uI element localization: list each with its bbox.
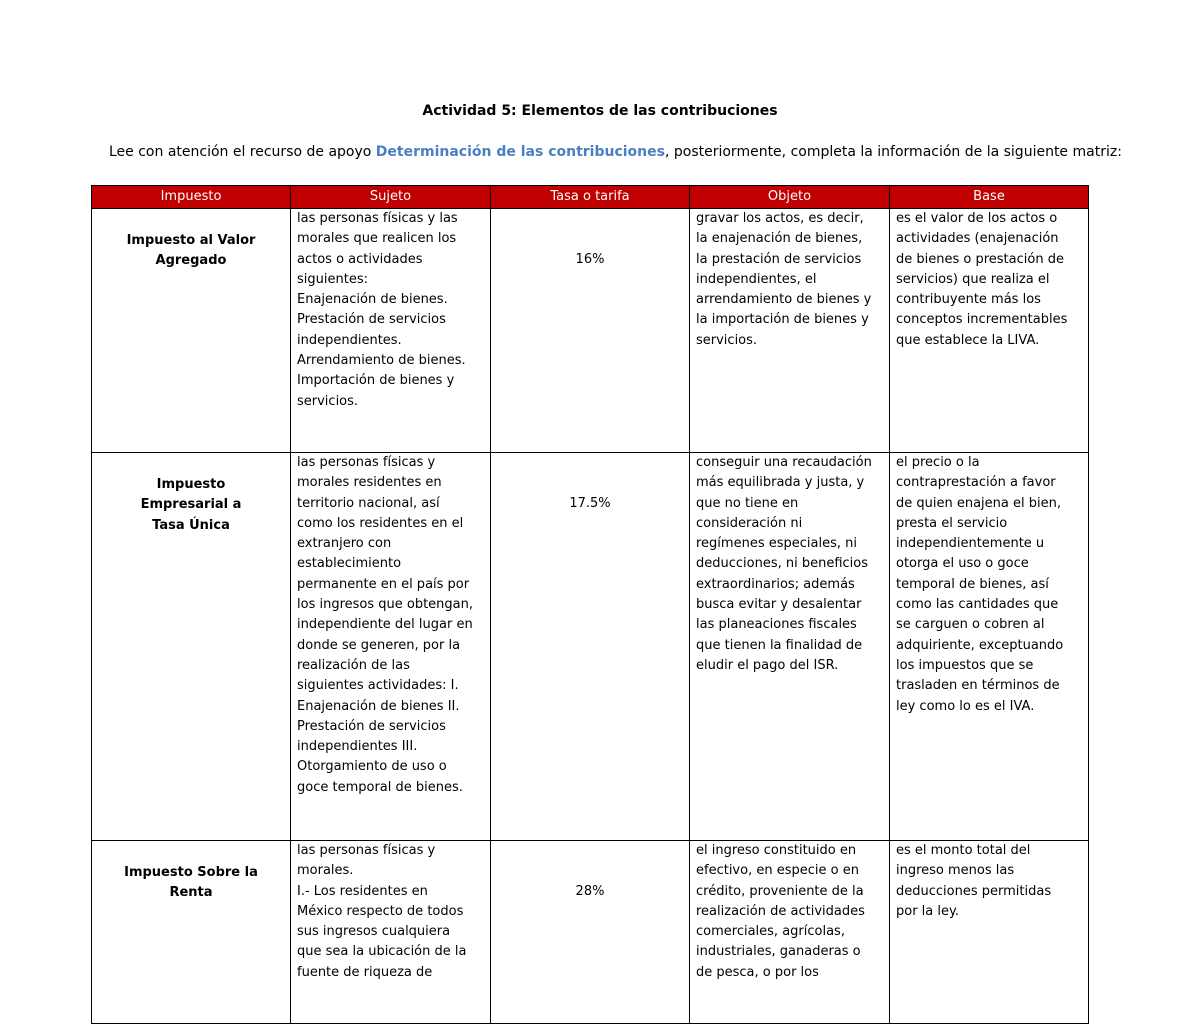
cell-line: consideración ni: [696, 515, 803, 531]
intro-text-before: Lee con atención el recurso de apoyo: [109, 144, 376, 160]
matrix-header-row: [92, 186, 1089, 209]
cell-line: las personas físicas y las: [297, 211, 458, 226]
cell-line: actos o actividades: [297, 251, 423, 267]
cell-line: deducciones permitidas: [896, 883, 1052, 899]
tax-name-line: Impuesto: [156, 477, 226, 492]
cell-base: [890, 841, 1089, 1024]
cell-line: fuente de riqueza de: [297, 964, 433, 980]
cell-line: busca evitar y desalentar: [696, 597, 862, 613]
cell-line: goce temporal de bienes.: [297, 779, 463, 795]
cell-tasa: 17.5%: [491, 453, 690, 841]
cell-line: es el valor de los actos o: [896, 211, 1058, 226]
cell-line: adquiriente, exceptuando: [896, 637, 1064, 653]
cell-line: extranjero con: [297, 536, 392, 552]
cell-line: más equilibrada y justa, y: [696, 475, 865, 491]
intro-text-after: , posteriormente, completa la información de la siguiente matriz:: [664, 144, 1122, 160]
header-base: Base: [890, 186, 1089, 209]
page-title: Actividad 5: Elementos de las contribuciones: [422, 103, 778, 119]
cell-line: trasladen en términos de: [896, 678, 1060, 694]
cell-line: de bienes o prestación de: [896, 251, 1064, 267]
header-tasa: Tasa o tarifa: [491, 186, 690, 209]
cell-line: permanente en el país por: [297, 576, 470, 592]
tax-name-line: Impuesto al Valor: [126, 233, 256, 248]
cell-line: servicios.: [696, 332, 758, 348]
cell-line: Enajenación de bienes II.: [297, 698, 460, 714]
cell-line: servicios) que realiza el: [896, 271, 1050, 287]
tax-name-line: Agregado: [155, 253, 227, 269]
cell-tasa: 28%: [491, 841, 690, 1024]
cell-tasa: 16%: [491, 209, 690, 453]
cell-line: de pesca, o por los: [696, 964, 819, 980]
cell-base: [890, 209, 1089, 453]
cell-line: México respecto de todos: [297, 903, 464, 919]
cell-base: [890, 453, 1089, 841]
cell-line: como los residentes en el: [297, 515, 464, 531]
tax-name-line: Impuesto Sobre la: [124, 865, 258, 880]
table-row-isr: [92, 841, 1089, 1024]
cell-line: comerciales, agrícolas,: [696, 924, 845, 940]
cell-line: independiente del lugar en: [297, 617, 473, 633]
cell-line: efectivo, en especie o en: [696, 863, 859, 879]
cell-line: regímenes especiales, ni: [696, 536, 857, 552]
tax-name-line: Empresarial a: [140, 497, 242, 513]
cell-line: que no tiene en: [696, 495, 799, 511]
cell-line: de quien enajena el bien,: [896, 495, 1061, 511]
cell-line: es el monto total del: [896, 843, 1031, 858]
cell-line: arrendamiento de bienes y: [696, 292, 872, 308]
cell-line: sus ingresos cualquiera: [297, 924, 451, 940]
cell-line: Arrendamiento de bienes.: [297, 353, 466, 369]
cell-line: Enajenación de bienes.: [297, 292, 448, 308]
resource-link[interactable]: Determinación de las contribuciones: [375, 144, 665, 160]
cell-line: siguientes actividades: I.: [297, 678, 459, 694]
cell-line: morales que realicen los: [297, 231, 457, 247]
cell-line: industriales, ganaderas o: [696, 944, 861, 960]
cell-line: el precio o la: [896, 455, 980, 470]
cell-impuesto: [92, 453, 291, 841]
cell-line: Importación de bienes y: [297, 373, 455, 389]
cell-line: contribuyente más los: [896, 292, 1041, 308]
cell-line: territorio nacional, así: [297, 495, 440, 511]
table-row-iva: [92, 209, 1089, 453]
cell-line: por la ley.: [896, 903, 959, 919]
cell-line: actividades (enajenación: [896, 231, 1059, 247]
cell-line: las personas físicas y: [297, 843, 436, 858]
cell-impuesto: [92, 841, 291, 1024]
cell-line: las planeaciones fiscales: [696, 617, 857, 633]
cell-line: Prestación de servicios: [297, 718, 446, 734]
cell-line: contraprestación a favor: [896, 475, 1056, 491]
cell-line: gravar los actos, es decir,: [696, 211, 864, 226]
cell-sujeto: [291, 453, 491, 841]
cell-line: morales.: [297, 863, 354, 879]
cell-line: crédito, proveniente de la: [696, 883, 864, 899]
cell-line: establecimiento: [297, 556, 402, 572]
cell-line: conceptos incrementables: [896, 312, 1068, 328]
cell-line: la prestación de servicios: [696, 251, 862, 267]
cell-line: siguientes:: [297, 271, 368, 287]
cell-line: I.- Los residentes en: [297, 883, 428, 899]
header-sujeto: Sujeto: [291, 186, 491, 209]
cell-line: servicios.: [297, 393, 359, 409]
cell-line: independientes, el: [696, 271, 817, 287]
cell-line: las personas físicas y: [297, 455, 436, 470]
cell-objeto: [690, 453, 890, 841]
header-impuesto: Impuesto: [92, 186, 291, 209]
cell-line: la importación de bienes y: [696, 312, 869, 328]
cell-line: temporal de bienes, así: [896, 576, 1049, 592]
cell-line: realización de actividades: [696, 903, 865, 919]
cell-objeto: [690, 841, 890, 1024]
cell-line: los impuestos que se: [896, 657, 1034, 673]
cell-line: conseguir una recaudación: [696, 455, 872, 470]
cell-line: Prestación de servicios: [297, 312, 446, 328]
cell-line: la enajenación de bienes,: [696, 231, 863, 247]
cell-line: se carguen o cobren al: [896, 617, 1045, 633]
cell-line: realización de las: [297, 657, 410, 673]
cell-impuesto: [92, 209, 291, 453]
cell-line: deducciones, ni beneficios: [696, 556, 869, 572]
cell-sujeto: [291, 841, 491, 1024]
cell-line: los ingresos que obtengan,: [297, 597, 474, 613]
cell-line: como las cantidades que: [896, 597, 1059, 613]
cell-line: que tienen la finalidad de: [696, 637, 863, 653]
cell-line: el ingreso constituido en: [696, 843, 857, 858]
intro-paragraph: [109, 142, 1122, 162]
cell-line: que sea la ubicación de la: [297, 944, 467, 960]
cell-line: presta el servicio: [896, 515, 1008, 531]
tax-name-line: Tasa Única: [152, 517, 230, 533]
cell-line: eludir el pago del ISR.: [696, 657, 839, 673]
cell-line: independientes III.: [297, 739, 418, 755]
cell-line: que establece la LIVA.: [896, 332, 1040, 348]
cell-objeto: [690, 209, 890, 453]
tax-name-line: Renta: [169, 885, 213, 901]
table-row-ietu: [92, 453, 1089, 841]
cell-line: Otorgamiento de uso o: [297, 759, 447, 775]
cell-line: morales residentes en: [297, 475, 442, 491]
header-objeto: Objeto: [690, 186, 890, 209]
cell-line: ley como lo es el IVA.: [896, 698, 1035, 714]
cell-line: extraordinarios; además: [696, 576, 855, 592]
cell-line: otorga el uso o goce: [896, 556, 1029, 572]
cell-line: independientemente u: [896, 536, 1045, 552]
cell-line: independientes.: [297, 332, 402, 348]
cell-line: donde se generen, por la: [297, 637, 461, 653]
contributions-matrix: [91, 185, 1089, 1024]
cell-line: ingreso menos las: [896, 863, 1015, 879]
cell-sujeto: [291, 209, 491, 453]
